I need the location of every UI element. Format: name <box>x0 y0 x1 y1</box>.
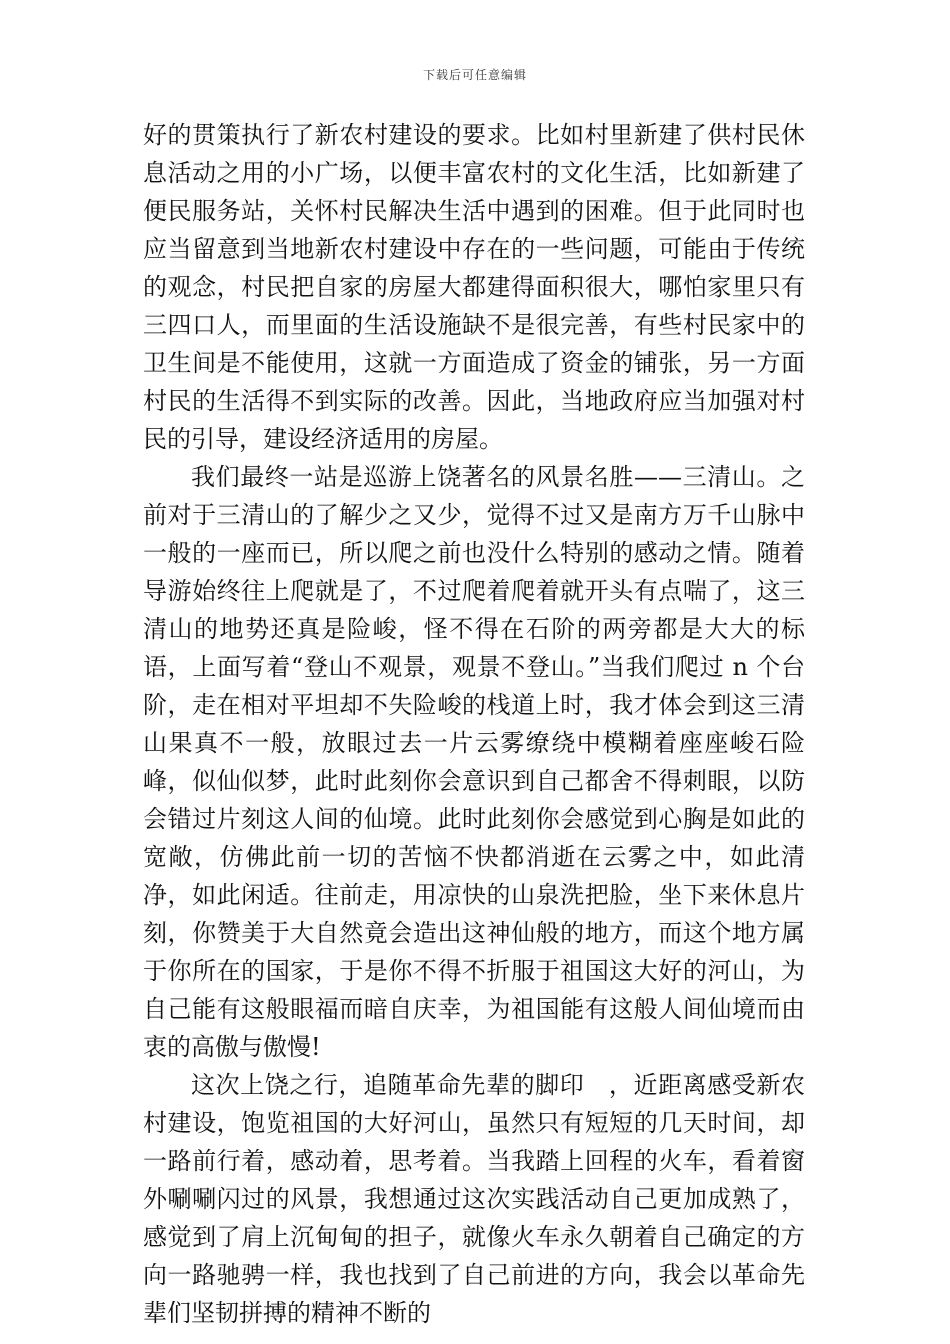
paragraph-1: 好的贯策执行了新农村建设的要求。比如村里新建了供村民休息活动之用的小广场，以便丰富农村的文化生活，比如新建了便民服务站，关怀村民解决生活中遇到的困难。但于此同时也应当留意到当地新农村建设中存在的一些问题，可能由于传统的观念，村民把自家的房屋大都建得面积很大，哪怕家里只有三四口人，而里面的生活设施缺不是很完善，有些村民家中的卫生间是不能使用，这就一方面造成了资金的铺张，另一方面村民的生活得不到实际的改善。因此，当地政府应当加强对村民的引导，建设经济适用的房屋。 <box>143 121 805 453</box>
document-body <box>143 116 805 1332</box>
paragraph-3: 这次上饶之行，追随革命先辈的脚印 ，近距离感受新农村建设，饱览祖国的大好河山，虽然只有短短的几天时间，却一路前行着，感动着，思考着。当我踏上回程的火车，看着窗外唰唰闪过的风景，我想通过这次实践活动自己更加成熟了，感觉到了肩上沉甸甸的担子，就像火车永久朝着自己确定的方向一路驰骋一样，我也找到了自己前进的方向，我会以革命先辈们坚韧拼搏的精神不断的 <box>143 1071 805 1327</box>
paragraph-2: 我们最终一站是巡游上饶著名的风景名胜——三清山。之前对于三清山的了解少之又少，觉得不过又是南方万千山脉中一般的一座而已，所以爬之前也没什么特别的感动之情。随着导游始终往上爬就是了，不过爬着爬着就开头有点喘了，这三清山的地势还真是险峻，怪不得在石阶的两旁都是大大的标语，上面写着“登山不观景，观景不登山。”当我们爬过 n 个台阶，走在相对平坦却不失险峻的栈道上时，我才体会到这三清山果真不一般，放眼过去一片云雾缭绕中模糊着座座峻石险峰，似仙似梦，此时此刻你会意识到自己都舍不得刺眼，以防会错过片刻这人间的仙境。此时此刻你会感觉到心胸是如此的宽敞，仿佛此前一切的苦恼不快都消逝在云雾之中，如此清净，如此闲适。往前走，用凉快的山泉洗把脸，坐下来休息片刻，你赞美于大自然竟会造出这神仙般的地方，而这个地方属于你所在的国家，于是你不得不折服于祖国这大好的河山，为自己能有这般眼福而暗自庆幸，为祖国能有这般人间仙境而由衷的高傲与傲慢! <box>143 463 805 1061</box>
header-note: 下载后可任意编辑 <box>422 68 527 82</box>
